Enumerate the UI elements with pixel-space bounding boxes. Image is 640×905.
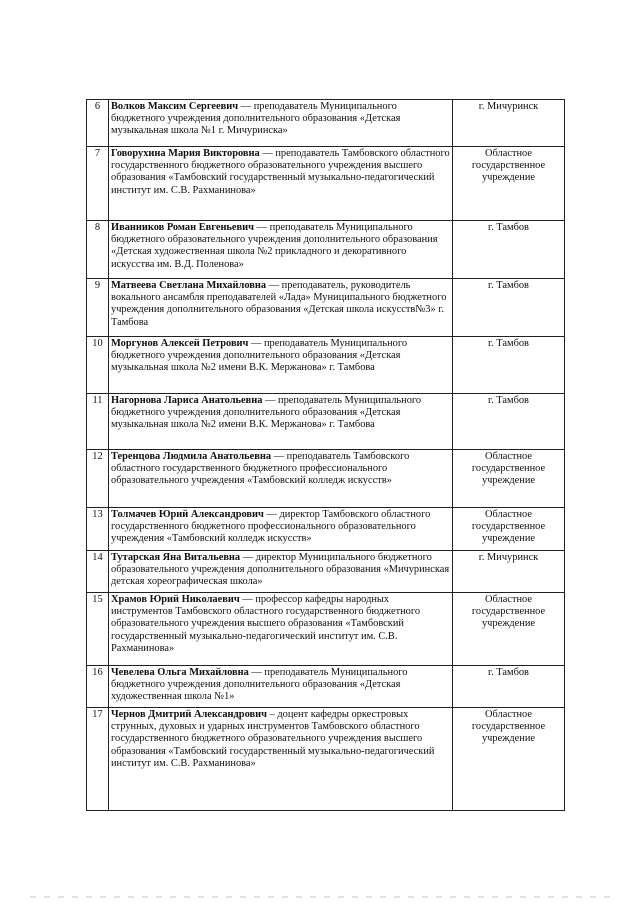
- location-cell: Областное государственное учреждение: [453, 708, 565, 811]
- person-description: — директор Тамбовского областного государственного бюджетного профессионального образовательного учреждения «Тамбовский колледж искусств»: [111, 509, 431, 545]
- person-description: – доцент кафедры оркестровых струнных, духовых и ударных инструментов Тамбовского областного государственного бюджетного образовательного учреждения высшего образования «Тамбовский государственный музыкально-педагогический институт им. С.В. Рахманинова»: [111, 709, 435, 769]
- location-cell: Областное государственное учреждение: [453, 147, 565, 221]
- person-cell: [109, 708, 453, 811]
- location-cell: г. Тамбов: [453, 337, 565, 394]
- row-number: 16: [87, 666, 109, 708]
- person-description: — профессор кафедры народных инструментов Тамбовского областного государственного бюджетного образовательного учреждения высшего образования «Тамбовский государственный музыкально-педагогический институт им. С.В. Рахманинова»: [111, 594, 421, 654]
- person-description: — преподаватель Муниципального бюджетного учреждения дополнительного образования «Детская музыкальная школа №1 г. Мичуринска»: [111, 101, 401, 137]
- table-row: [87, 394, 565, 450]
- location-cell: г. Тамбов: [453, 666, 565, 708]
- table-row: [87, 508, 565, 551]
- person-name: Нагорнова Лариса Анатольевна: [111, 395, 263, 406]
- person-cell: [109, 147, 453, 221]
- person-cell: [109, 666, 453, 708]
- table-row: [87, 450, 565, 508]
- row-number: 15: [87, 593, 109, 666]
- scan-artifact: [30, 896, 610, 898]
- person-description: — преподаватель Муниципального бюджетного учреждения дополнительного образования «Детская музыкальная школа №2 имени В.К. Мержанова» г. Тамбова: [111, 395, 422, 431]
- person-cell: [109, 551, 453, 593]
- location-cell: г. Тамбов: [453, 394, 565, 450]
- person-description: — преподаватель Тамбовского областного государственного бюджетного образовательного учреждения высшего образования «Тамбовский государственный музыкально-педагогический институт им. С.В. Рахманинова»: [111, 148, 450, 196]
- person-name: Моргунов Алексей Петрович: [111, 338, 249, 349]
- table-row: [87, 551, 565, 593]
- row-number: 9: [87, 279, 109, 337]
- person-cell: [109, 593, 453, 666]
- table-row: [87, 666, 565, 708]
- location-cell: Областное государственное учреждение: [453, 508, 565, 551]
- person-description: — преподаватель Муниципального бюджетного учреждения дополнительного образования «Детская музыкальная школа №2 имени В.К. Мержанова» г. Тамбова: [111, 338, 408, 374]
- person-name: Чевелева Ольга Михайловна: [111, 667, 249, 678]
- person-description: — директор Муниципального бюджетного образовательного учреждения дополнительного образования «Мичуринская детская хореографическая школа»: [111, 552, 450, 588]
- row-number: 17: [87, 708, 109, 811]
- person-cell: [109, 221, 453, 279]
- table-row: [87, 279, 565, 337]
- table-row: [87, 221, 565, 279]
- location-cell: Областное государственное учреждение: [453, 450, 565, 508]
- person-cell: [109, 337, 453, 394]
- table-row: [87, 337, 565, 394]
- row-number: 10: [87, 337, 109, 394]
- row-number: 13: [87, 508, 109, 551]
- row-number: 7: [87, 147, 109, 221]
- table-row: [87, 708, 565, 811]
- location-cell: г. Тамбов: [453, 221, 565, 279]
- person-cell: [109, 450, 453, 508]
- person-description: — преподаватель Муниципального бюджетного образовательного учреждения дополнительного образования «Детская художественная школа №2 прикладного и декоративного искусства им. В.Д. Поленова»: [111, 222, 438, 270]
- person-cell: [109, 279, 453, 337]
- location-cell: г. Тамбов: [453, 279, 565, 337]
- person-name: Тутарская Яна Витальевна: [111, 552, 241, 563]
- person-name: Чернов Дмитрий Александрович: [111, 709, 267, 720]
- person-description: — преподаватель Муниципального бюджетного учреждения дополнительного образования «Детская художественная школа №1»: [111, 667, 408, 703]
- row-number: 6: [87, 100, 109, 147]
- location-cell: г. Мичуринск: [453, 100, 565, 147]
- person-cell: [109, 394, 453, 450]
- location-cell: г. Мичуринск: [453, 551, 565, 593]
- table-row: [87, 100, 565, 147]
- roster-body: [87, 100, 565, 811]
- row-number: 11: [87, 394, 109, 450]
- location-cell: Областное государственное учреждение: [453, 593, 565, 666]
- row-number: 14: [87, 551, 109, 593]
- person-description: — преподаватель, руководитель вокального ансамбля преподавателей «Лада» Муниципального бюджетного учреждения дополнительного образования «Детская школа искусств№3» г. Тамбова: [111, 280, 447, 328]
- row-number: 12: [87, 450, 109, 508]
- person-description: — преподаватель Тамбовского областного государственного бюджетного профессионального образовательного учреждения «Тамбовский колледж искусств»: [111, 451, 410, 487]
- person-name: Говорухина Мария Викторовна: [111, 148, 260, 159]
- row-number: 8: [87, 221, 109, 279]
- person-name: Храмов Юрий Николаевич: [111, 594, 240, 605]
- person-name: Волков Максим Сергеевич: [111, 101, 239, 112]
- table-row: [87, 147, 565, 221]
- person-name: Иванников Роман Евгеньевич: [111, 222, 255, 233]
- person-name: Толмачев Юрий Александрович: [111, 509, 264, 520]
- person-name: Матвеева Светлана Михайловна: [111, 280, 267, 291]
- person-cell: [109, 508, 453, 551]
- person-name: Теренцова Людмила Анатольевна: [111, 451, 272, 462]
- table-row: [87, 593, 565, 666]
- person-cell: [109, 100, 453, 147]
- roster-table: [86, 99, 565, 811]
